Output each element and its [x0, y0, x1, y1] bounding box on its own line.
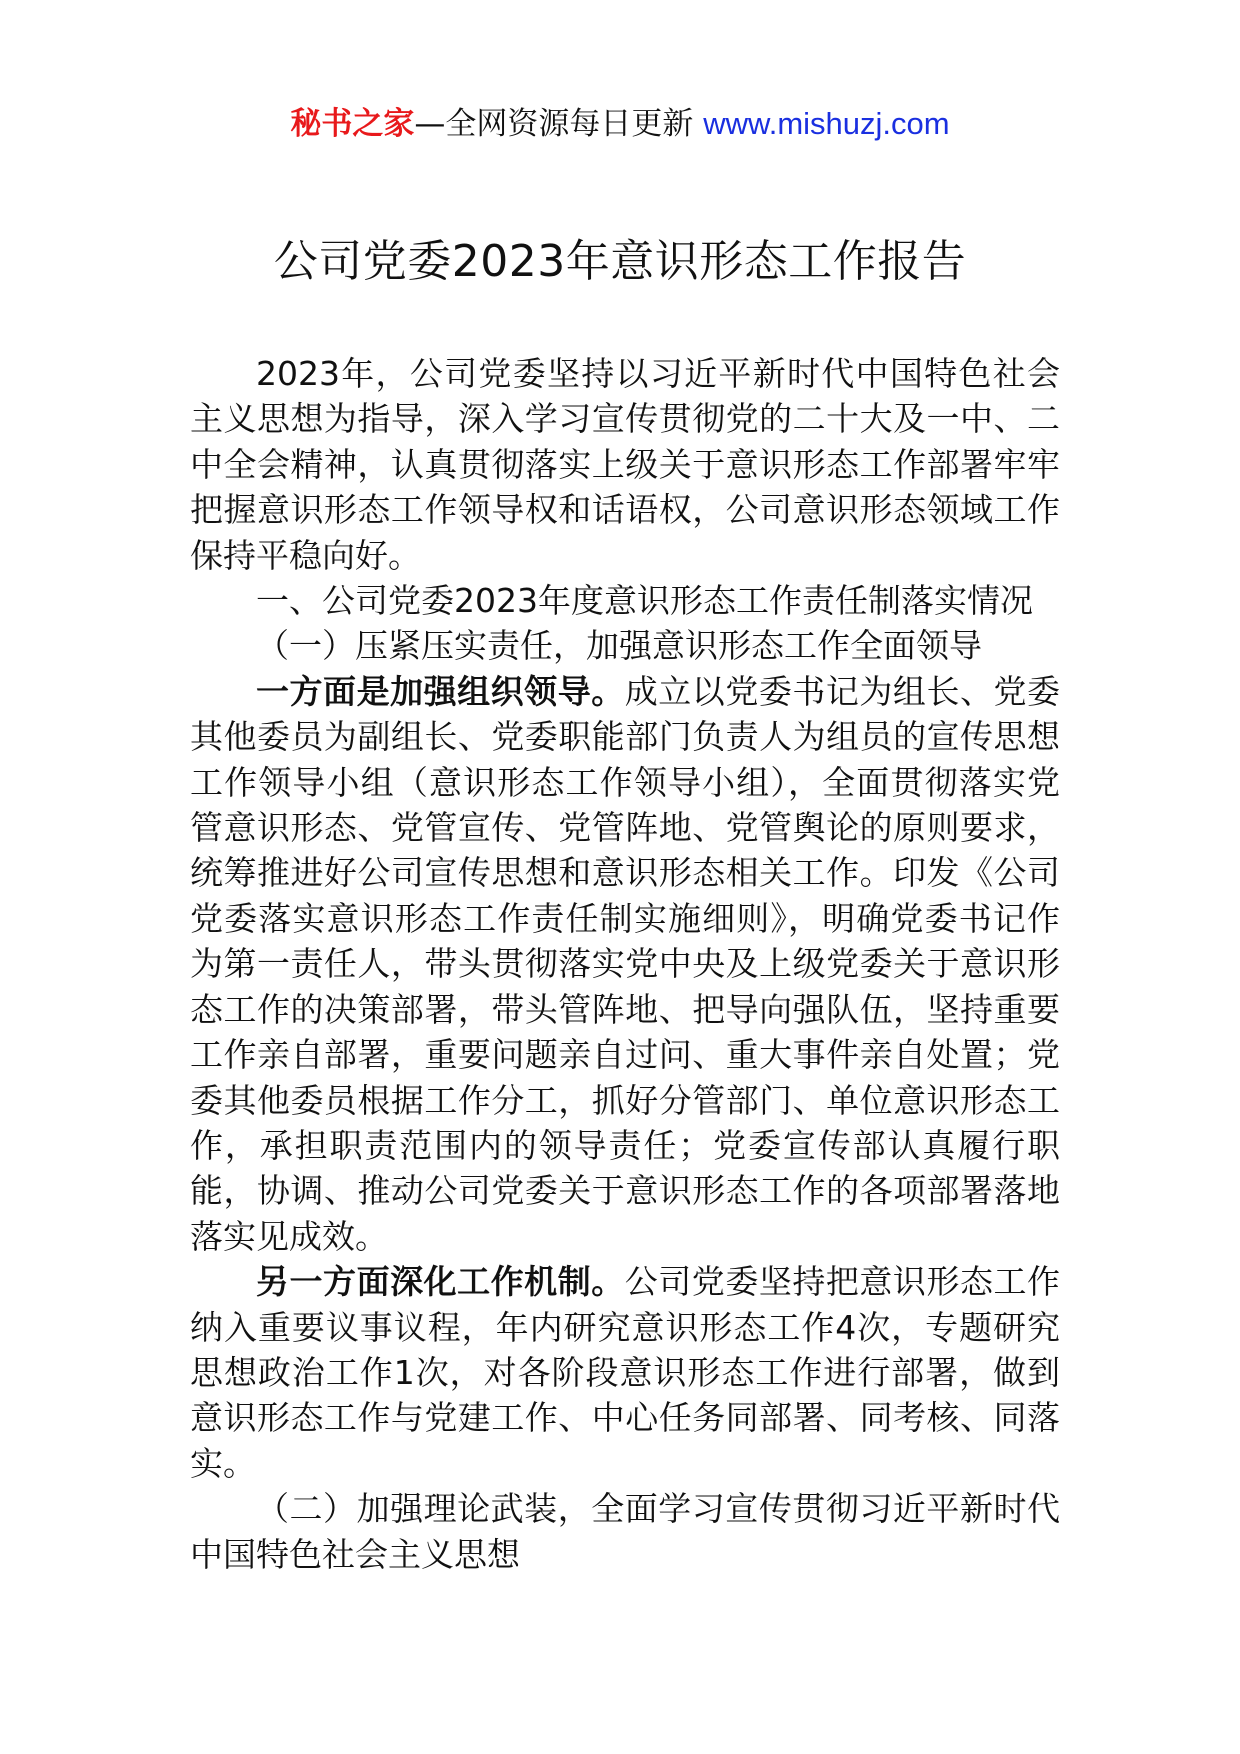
paragraph-text: 公司党委坚持把意识形态工作纳入重要议事议程，年内研究意识形态工作4次，专题研究思想政治工作1次，对各阶段意识形态工作进行部署，做到意识形态工作与党建工作、中心任务同部署、同考核、同落实。	[190, 1262, 1061, 1483]
site-url-link[interactable]: www.mishuzj.com	[703, 106, 950, 141]
site-header	[0, 102, 1240, 146]
brand-name: 秘书之家	[290, 106, 415, 142]
body-paragraph	[190, 669, 1060, 1259]
paragraph-text: 成立以党委书记为组长、党委其他委员为副组长、党委职能部门负责人为组员的宣传思想工作领导小组（意识形态工作领导小组），全面贯彻落实党管意识形态、党管宣传、党管阵地、党管舆论的原则要求，统筹推进好公司宣传思想和意识形态相关工作。印发《公司党委落实意识形态工作责任制实施细则》，明确党委书记作为第一责任人，带头贯彻落实党中央及上级党委关于意识形态工作的决策部署，带头管阵地、把导向强队伍，坚持重要工作亲自部署，重要问题亲自过问、重大事件亲自处置；党委其他委员根据工作分工，抓好分管部门、单位意识形态工作，承担职责范围内的领导责任；党委宣传部认真履行职能，协调、推动公司党委关于意识形态工作的各项部署落地落实见成效。	[190, 671, 1061, 1256]
body-paragraph	[190, 1259, 1060, 1486]
document-title: 公司党委2023年意识形态工作报告	[273, 236, 967, 287]
header-tagline: —全网资源每日更新	[414, 106, 704, 142]
paragraph-lead: 一方面是加强组织领导。	[256, 671, 625, 711]
paragraph-lead: 另一方面深化工作机制。	[256, 1262, 625, 1302]
section-heading: 一、公司党委2023年度意识形态工作责任制落实情况	[256, 581, 1033, 621]
document-body	[190, 351, 1060, 1577]
subsection-heading: （二）加强理论武装，全面学习宣传贯彻习近平新时代中国特色社会主义思想	[190, 1489, 1060, 1574]
subsection-heading: （一）压紧压实责任，加强意识形态工作全面领导	[256, 626, 982, 666]
intro-paragraph: 2023年，公司党委坚持以习近平新时代中国特色社会主义思想为指导，深入学习宣传贯彻党的二十大及一中、二中全会精神，认真贯彻落实上级关于意识形态工作部署牢牢把握意识形态工作领导权和话语权，公司意识形态领域工作保持平稳向好。	[190, 354, 1060, 575]
